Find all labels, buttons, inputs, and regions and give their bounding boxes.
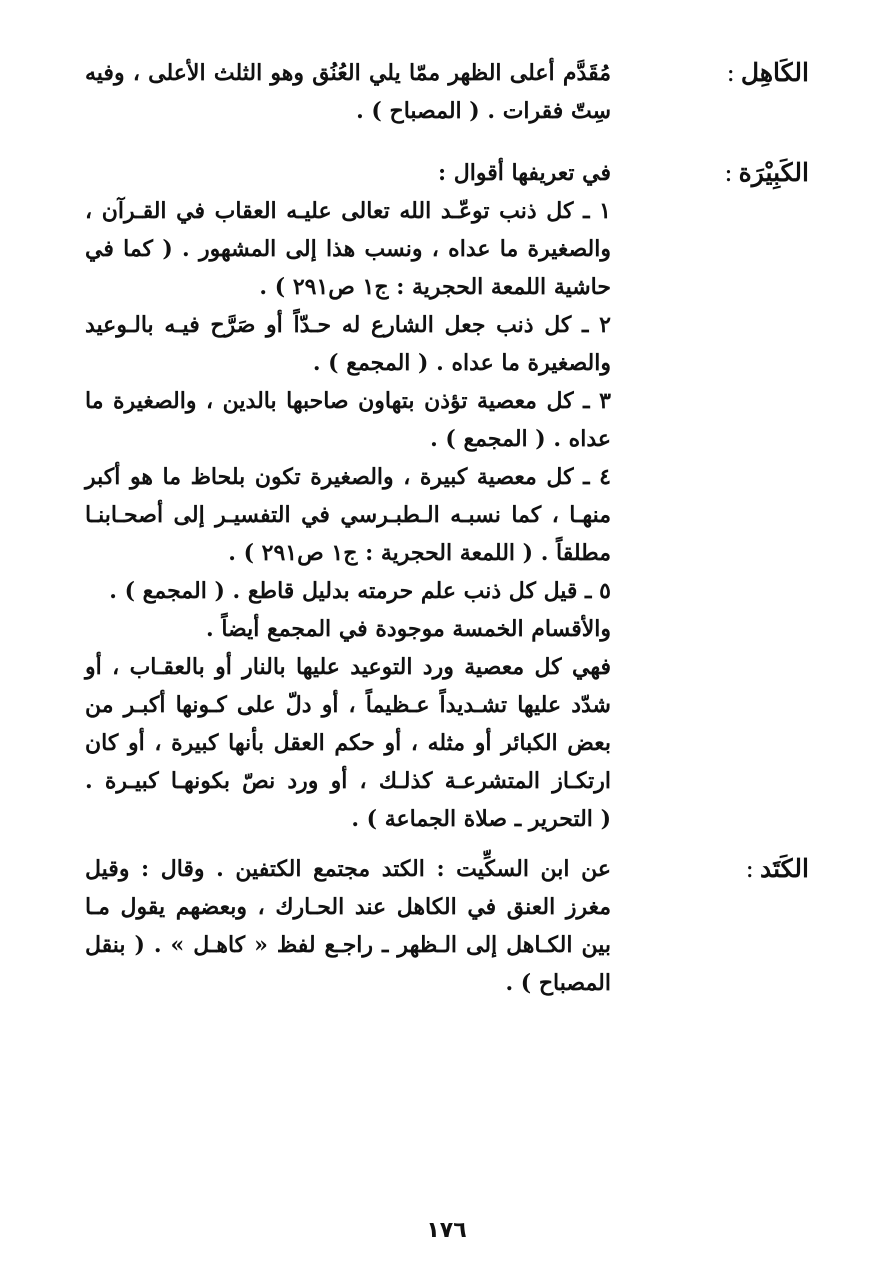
definition-line: والصغيرة ما عداه ، ونسب هذا إلى المشهور . ( كما في (85, 236, 611, 262)
definition-line: ارتكـاز المتشرعـة كذلـك ، أو ورد نصّ بكونهـا كبيـرة . (85, 768, 611, 794)
dictionary-entry-kahil (0, 54, 893, 146)
definition-line: والصغيرة ما عداه . ( المجمع ) . (312, 350, 611, 376)
definition-line: مُقَدَّم أعلى الظهر ممّا يلي العُنُق وهو الثلث الأعلى ، وفيه (85, 60, 611, 86)
definition-line: سِتّ فقرات . ( المصباح ) . (356, 98, 611, 124)
entry-term-word: الكَتَد (759, 854, 809, 883)
dictionary-entry-kabira (0, 154, 893, 838)
definition-line: عداه . ( المجمع ) . (430, 426, 611, 452)
entry-term (699, 850, 809, 888)
entry-definition (85, 154, 611, 838)
entry-term (699, 154, 809, 192)
entry-term-word: الكَبِيْرَة (738, 158, 809, 187)
definition-line: ٤ ـ كل معصية كبيرة ، والصغيرة تكون بلحاظ ما هو أكبر (85, 464, 611, 490)
definition-line: المصباح ) . (505, 970, 611, 996)
definition-line: ٢ ـ كل ذنب جعل الشارع له حـدّاً أو صَرَّح فيـه بالـوعيد (85, 312, 611, 338)
entry-definition (85, 54, 611, 130)
definition-line: مغرز العنق في الكاهل عند الحـارك ، وبعضهم يقول مـا (85, 894, 611, 920)
definition-line: عن ابن السكِّيت : الكتد مجتمع الكتفين . وقال : وقيل (85, 856, 611, 882)
definition-line: ( التحرير ـ صلاة الجماعة ) . (351, 806, 611, 832)
definition-line: ١ ـ كل ذنب توعّـد الله تعالى عليـه العقاب في القـرآن ، (85, 198, 611, 224)
definition-line: فهي كل معصية ورد التوعيد عليها بالنار أو بالعقـاب ، أو (85, 654, 611, 680)
entry-term-colon: : (726, 58, 735, 87)
page-content (0, 54, 893, 1214)
entry-term-word: الكَاهِل (740, 58, 809, 87)
definition-line: في تعريفها أقوال : (437, 160, 611, 186)
definition-line: بعض الكبائر أو مثله ، أو حكم العقل بأنها كبيرة ، أو كان (85, 730, 611, 756)
definition-line: مطلقاً . ( اللمعة الحجرية : ج١ ص٢٩١ ) . (228, 540, 611, 566)
definition-line: شدّد عليها تشـديداً عـظيماً ، أو دلّ على كـونها أكبـر من (85, 692, 611, 718)
definition-line: ٣ ـ كل معصية تؤذن بتهاون صاحبها بالدين ، والصغيرة ما (85, 388, 611, 414)
definition-line: بين الكـاهل إلى الـظهر ـ راجـع لفظ « كاهـل » . ( بنقل (85, 932, 611, 958)
entry-definition (85, 850, 611, 1002)
definition-line: ٥ ـ قيل كل ذنب علم حرمته بدليل قاطع . ( المجمع ) . (109, 578, 611, 604)
dictionary-entry-katad (0, 850, 893, 1002)
page-number: ١٧٦ (426, 1218, 467, 1243)
definition-line: والأقسام الخمسة موجودة في المجمع أيضاً . (206, 616, 611, 642)
definition-line: منهـا ، كما نسبـه الـطبـرسي في التفسيـر إلى أصحـابنـا (85, 502, 611, 528)
entry-term-colon: : (724, 158, 733, 187)
entry-term (699, 54, 809, 92)
definition-line: حاشية اللمعة الحجرية : ج١ ص٢٩١ ) . (259, 274, 611, 300)
entry-term-colon: : (745, 854, 754, 883)
